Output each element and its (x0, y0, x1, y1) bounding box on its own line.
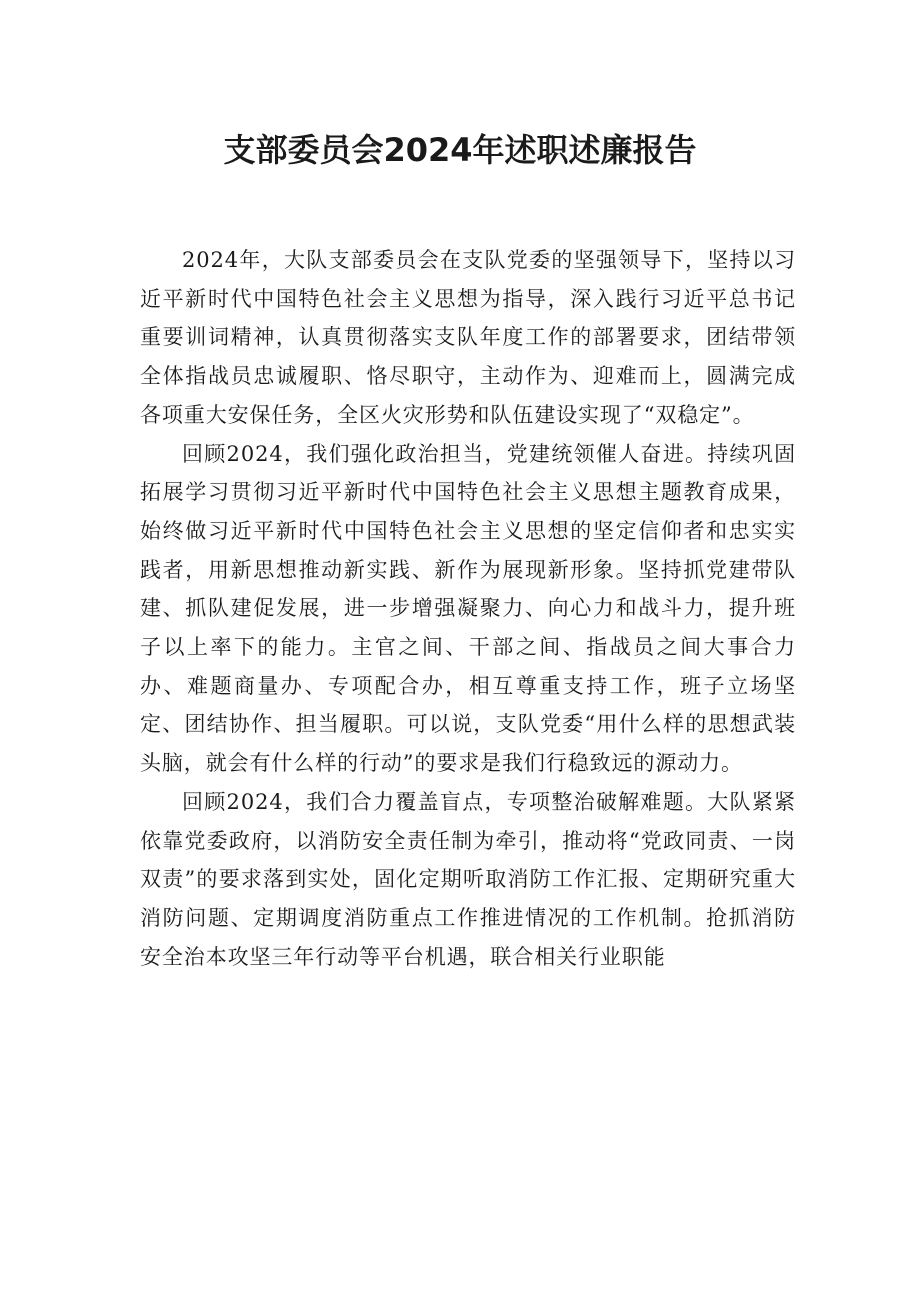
document-body (140, 241, 796, 976)
document-title: 支部委员会2024年述职述廉报告 (223, 131, 697, 169)
paragraph-1: 2024年，大队支部委员会在支队党委的坚强领导下，坚持以习近平新时代中国特色社会主义思想为指导，深入践行习近平总书记重要训词精神，认真贯彻落实支队年度工作的部署要求，团结带领全体指战员忠诚履职、恪尽职守，主动作为、迎难而上，圆满完成各项重大安保任务，全区火灾形势和队伍建设实现了“双稳定”。 (140, 248, 796, 427)
paragraph-2: 回顾2024，我们强化政治担当，党建统领催人奋进。持续巩固拓展学习贯彻习近平新时代中国特色社会主义思想主题教育成果，始终做习近平新时代中国特色社会主义思想的坚定信仰者和忠实实践者，用新思想推动新实践、新作为展现新形象。坚持抓党建带队建、抓队建促发展，进一步增强凝聚力、向心力和战斗力，提升班子以上率下的能力。主官之间、干部之间、指战员之间大事合力办、难题商量办、专项配合办，相互尊重支持工作，班子立场坚定、团结协作、担当履职。可以说，支队党委“用什么样的思想武装头脑，就会有什么样的行动”的要求是我们行稳致远的源动力。 (140, 441, 796, 776)
paragraph-3: 回顾2024，我们合力覆盖盲点，专项整治破解难题。大队紧紧依靠党委政府，以消防安全责任制为牵引，推动将“党政同责、一岗双责”的要求落到实处，固化定期听取消防工作汇报、定期研究重大消防问题、定期调度消防重点工作推进情况的工作机制。抢抓消防安全治本攻坚三年行动等平台机遇，联合相关行业职能 (140, 789, 796, 969)
